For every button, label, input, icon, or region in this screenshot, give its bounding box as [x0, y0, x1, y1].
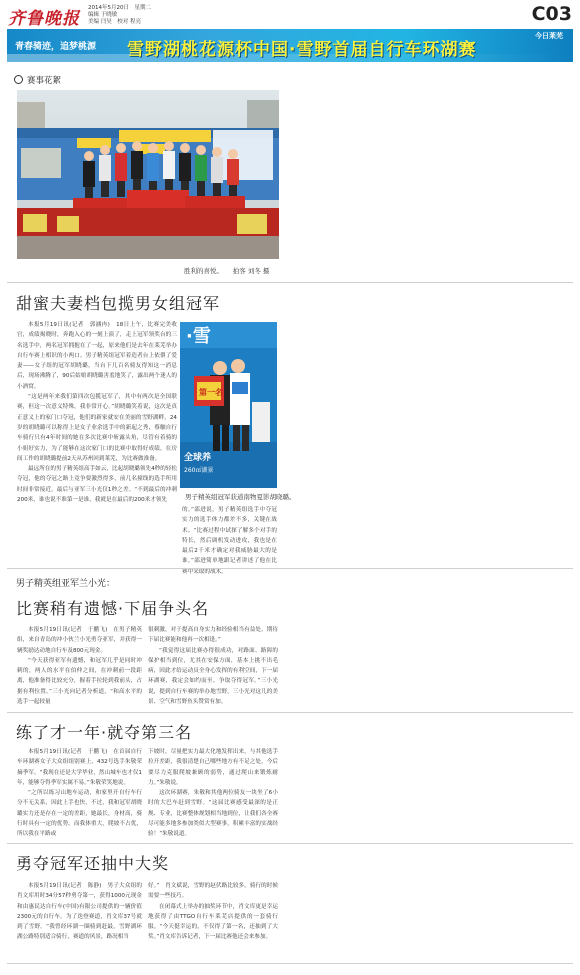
- article1-title: 甜蜜夫妻档包揽男女组冠军: [16, 294, 221, 313]
- couple-photo: [180, 322, 277, 488]
- article4-title: 勇夺冠军还抽中大奖: [16, 854, 170, 873]
- article3-paragraph: “之所以练习山地车运动，和家里开自行车行分不无关系，因此上手也快，不过，我和冠军胡晓璐实力还是存在一定的差距，她最长，身材高，骑行时具有一定的优势，而我体重大，爬坡不占优，所以我在平路或: [17, 790, 142, 838]
- banner-slogan: 青春骑迹，追梦桃源: [15, 42, 97, 52]
- svg-text:·雪: ·雪: [186, 326, 211, 347]
- banner-headline: 雪野湖桃花源杯中国·雪野首届自行车环湖赛: [127, 40, 477, 60]
- section-label: 今日莱芜: [535, 32, 563, 40]
- article3-paragraph: 这次环湖赛，朱敬和其他两位骑友一块坐了6小时的大巴车赶到雪野。“这届比赛感受最深的是正规、专业，比赛整体规划相当地到位，让我们各全赛尽可能多地多参加类似大型赛事，积累丰富的实战经验！”朱敬说道。: [148, 790, 278, 838]
- masthead: [0, 0, 580, 28]
- couple-photo-image: [180, 322, 277, 488]
- issue-date: 2014年5月20日 星期二: [88, 5, 151, 11]
- section-divider: [7, 282, 573, 283]
- svg-text:260㎡湖景: 260㎡湖景: [184, 467, 214, 474]
- podium-photo-image: [17, 90, 279, 259]
- section-divider: [7, 712, 573, 713]
- svg-text:全球养: 全球养: [184, 453, 212, 463]
- article3-paragraph: 下坡时，尽量把实力最大化地发挥出来，与其他选手拉开差距，我很清楚自己哪些地方有不足之处，今后要尽力克服爬坡兼顾的弱势，通过爬山来锻炼耐力。”朱敬说。: [148, 749, 278, 786]
- section-divider: [7, 843, 573, 844]
- article4-paragraph: 本报5月19日讯(记者 陈静) 男子大众组的肖文库用时34分57秒勇夺第一，获得1000元现金和由惠民达自行车(中国)有限公司提供的一辆价值2300元的自行车。为了迭登赛道，肖文库37号就到了雪野。“我曾经环湖一圈骑到赶最，雪野湖环湖公路特别适合骑行，赛道的风景，路况相当: [17, 883, 142, 941]
- article1-paragraph: 最远所在的男子精英组高手如云，比起胡晓璐领先4秒的轻松夺冠，他的夺冠之路上竟争要激烈得多，前几名撞线的选手所用时间非常接近，最后与亚军三小光仅1秒之差。“不到最后的冲刺200米，谁也说不准第一是谁，我就是在最后的200米才领先: [17, 466, 177, 504]
- issue-info: [88, 5, 151, 26]
- article1-column-left: [17, 320, 177, 555]
- article2-paragraph: “今天获得亚军有遗憾，和冠军几乎是同时冲刺的，两人的水平在伯仲之间，在冲刺前一段距离，他准备得比较充分，握着手拉轮到我前头，占据有利位置。”三小光向记者分析道，“和高水平的选手一起较量: [17, 657, 142, 706]
- article2-paragraph: 本报5月19日讯(记者 于鹏飞) 在男子精英组，来自青岛的冲小伙兰小光勇夺亚军，并获得一辆奖励达动地自行车及800元现金。: [17, 627, 142, 654]
- article3-column-right: [148, 747, 278, 839]
- issue-editor: 编辑 于晓敏: [88, 12, 118, 18]
- section-divider: [7, 568, 573, 569]
- newspaper-logo: 齐鲁晚报: [8, 9, 80, 29]
- article2-paragraph: 很刺激，对于提高自身实力和经验相当有益处，期待下届比赛能和他再一次相逢。”: [148, 627, 278, 644]
- article2-column-right: [148, 625, 278, 707]
- article4-column-left: [17, 881, 142, 953]
- podium-photo: [17, 90, 279, 259]
- article2-kicker: 男子精英组亚军兰小光：: [16, 579, 116, 589]
- issue-designer: 美编 闫昊 校对 程亮: [88, 19, 141, 25]
- svg-text:第一名: 第一名: [199, 388, 223, 397]
- article4-paragraph: 在闭幕式上举办的抽奖环节中，肖文库更是幸运地获得了由TTGO自行车莱芜店提供的一套骑行服。“今天挺幸运的，不仅得了第一名，还抽到了大奖。”肖文库告诉记者，下一届比赛他还会来参加。: [148, 903, 278, 941]
- article3-title: 练了才一年·就夺第三名: [16, 723, 193, 742]
- top-photo-caption: 胜利的喜悦。 拍客 刘冬 摄: [184, 267, 270, 275]
- article1-paragraph: 本报5月19日讯(记者 郭涵冉) 18日上午，比赛完美收官，成绩揭晓时，奔跑入心的一刻上演了，走上冠军领奖台的三名选手中，两名冠军拥抱在了一起，原来他们是去年在莱芜举办自行车赛上相识的小两口。男子精英组冠军着造者台上依偎了爱妻——女子组的冠军胡晓璐，当台下几百名骑友得知这一消息后，现场沸腾了，90后姑娘胡晓璐害羞地笑了，露出两个迷人的小酒窝。: [17, 322, 177, 390]
- article2-paragraph: “我觉得这届比赛办得很成功，对路面、路障的保护相当到位，尤其在安保方面，基本上挑不出毛病，因此才给运动员全身心发挥的有利空间，下一届环湖赛，我定会如约而至，争取夺得冠军。”三小光说，提到自行车赛的举办地雪野，三小光对这儿的美景、空气和雪野鱼头赞赏有加。: [148, 647, 278, 706]
- article1-column-right: [182, 505, 277, 575]
- kicker-circle-icon: [14, 75, 23, 84]
- article3-paragraph: 本报5月19日讯(记者 于鹏飞) 在首届自行车环湖赛女子大众组组别赛上，432号选手朱敬荣摘季军。“我现在还是大学毕业，然山城车也才仅1年，能够夺得季军实属不易。”朱敬荣笑地说。: [17, 749, 142, 786]
- article4-column-right: [148, 881, 278, 953]
- page-number: C03: [531, 3, 572, 25]
- article1-paragraph: 的。”邵进说，男子精英组选手中夺冠实力的选手体力都差不多，关键在战术。“比赛过程中试探了解多个对手的特长，然后调机发动进攻，我也是在最后2千米才确定对我威胁最大的是谁。”邵进简单地跟记者讲述了他在比赛中采取的战术。: [182, 507, 277, 575]
- article2-column-left: [17, 625, 142, 707]
- article2-title: 比赛稍有遗憾·下届争头名: [16, 599, 210, 618]
- article1-photo-caption: 男子精英组冠军获道南物夏影胡晓璐。: [185, 493, 296, 501]
- article1-paragraph: “这是两年来我们第四次包揽冠军了，其中有两次是全国联赛，但这一次意义特殊，我非常开心。”胡晓璐笑着说，这次是真正意义上的家门口夺冠，他们的新家就安在美丽的雪野湖畔，24岁的胡晓璐可以称得上是女子业余选手中的新起之秀，蔡触自行车骑行只有4年时间的她在多次比赛中斩露头角，尽管有着骑的小姐好实力，为了能够在这次家门口的比赛中取得好成绩，在房间工作的胡晓璐提前2天从苏州回到莱芜，为比赛做准备。: [17, 394, 177, 462]
- article4-paragraph: 好。” 肖文斌说，雪野的赵伏路比较多，骑行的时候需要一些技巧。: [148, 883, 278, 900]
- event-banner: [7, 29, 573, 62]
- top-kicker: 赛事花絮: [27, 76, 62, 86]
- article3-column-left: [17, 747, 142, 839]
- page-bottom-rule: [7, 963, 573, 964]
